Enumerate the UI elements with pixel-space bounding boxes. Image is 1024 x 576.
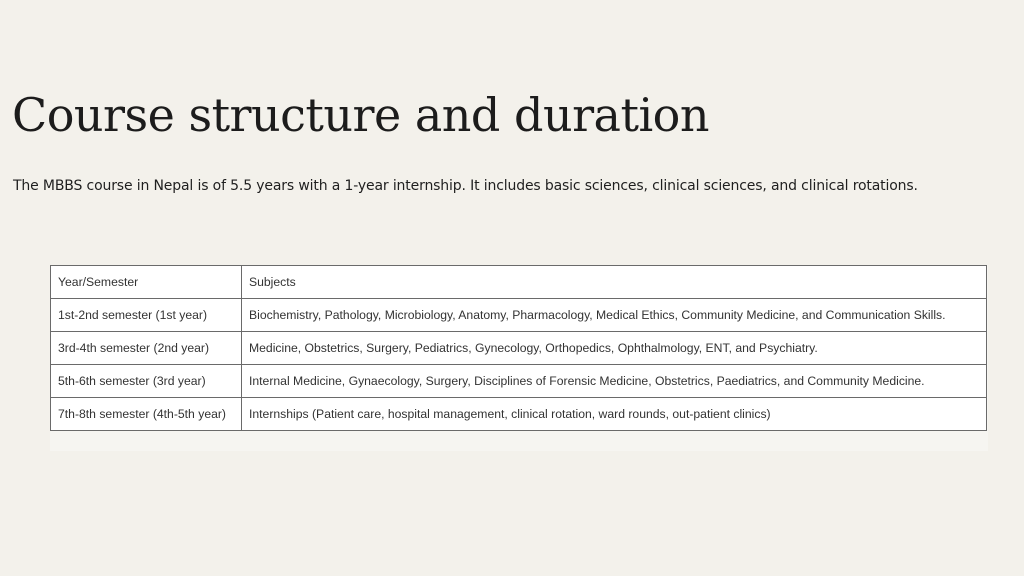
slide-title: Course structure and duration (12, 88, 709, 142)
subjects-cell: Internships (Patient care, hospital management, clinical rotation, ward rounds, out-patient clinics) (242, 398, 987, 431)
subjects-cell: Medicine, Obstetrics, Surgery, Pediatrics, Gynecology, Orthopedics, Ophthalmology, ENT, and Psychiatry. (242, 332, 987, 365)
course-structure-table (50, 265, 987, 431)
slide-intro-text: The MBBS course in Nepal is of 5.5 years with a 1-year internship. It includes basic sciences, clinical sciences, and clinical rotations. (13, 178, 918, 194)
subjects-cell: Internal Medicine, Gynaecology, Surgery, Disciplines of Forensic Medicine, Obstetrics, Paediatrics, and Community Medicine. (242, 365, 987, 398)
header-year-semester: Year/Semester (51, 266, 242, 299)
table-row (51, 299, 987, 332)
subjects-cell: Biochemistry, Pathology, Microbiology, Anatomy, Pharmacology, Medical Ethics, Community Medicine, and Communication Skills. (242, 299, 987, 332)
table-row (51, 398, 987, 431)
semester-cell: 1st-2nd semester (1st year) (51, 299, 242, 332)
semester-cell: 3rd-4th semester (2nd year) (51, 332, 242, 365)
course-table-container (50, 265, 988, 451)
semester-cell: 5th-6th semester (3rd year) (51, 365, 242, 398)
table-header-row (51, 266, 987, 299)
table-row (51, 365, 987, 398)
header-subjects: Subjects (242, 266, 987, 299)
semester-cell: 7th-8th semester (4th-5th year) (51, 398, 242, 431)
table-row (51, 332, 987, 365)
